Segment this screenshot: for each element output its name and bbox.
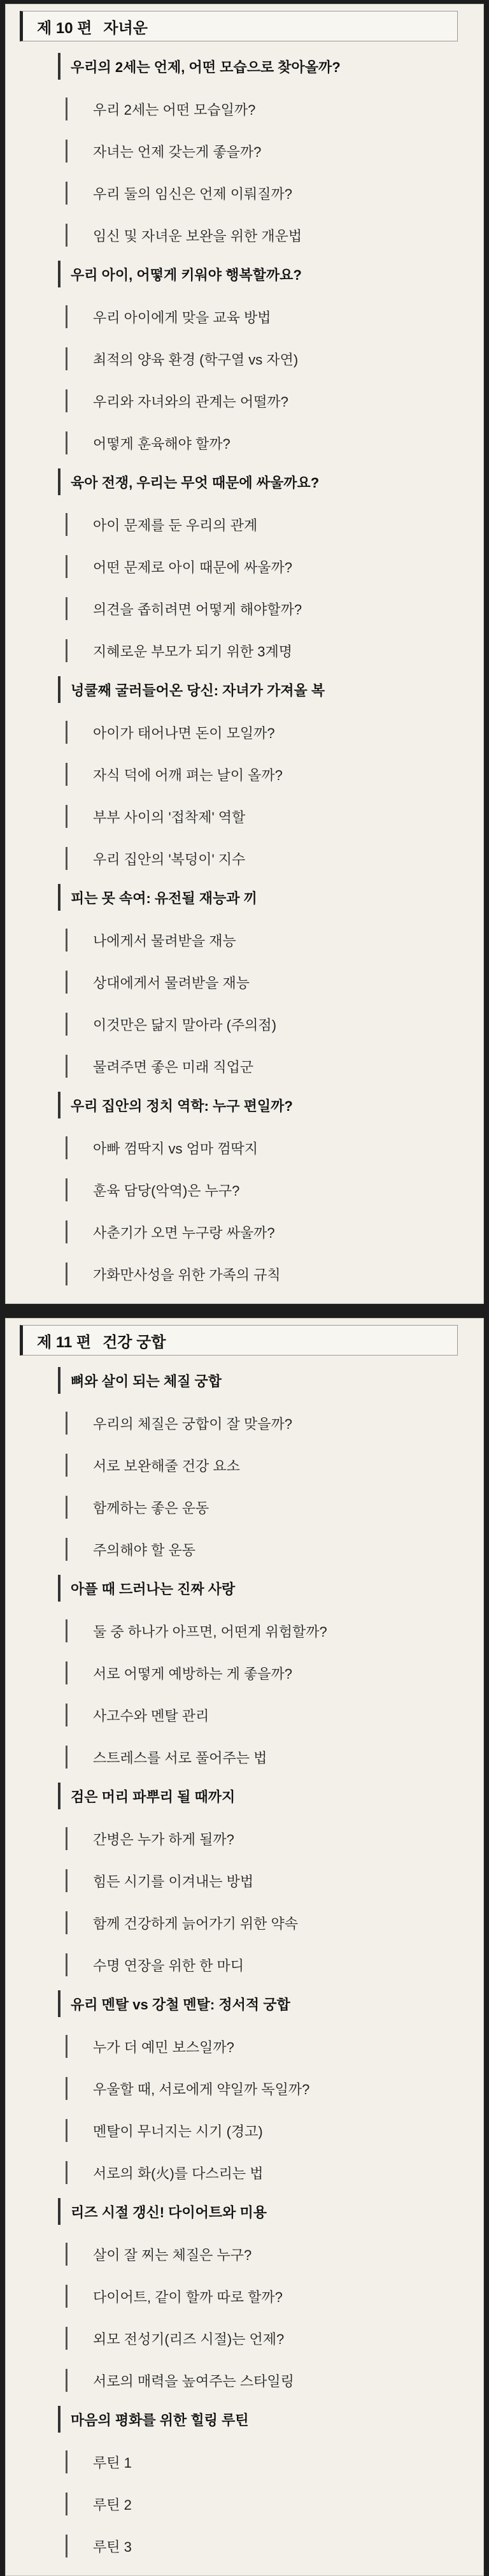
table-of-contents xyxy=(5,4,484,2576)
section xyxy=(58,1575,446,1770)
list-item-label: 누가 더 예민 보스일까? xyxy=(93,2039,234,2055)
list-item-label: 사춘기가 오면 누구랑 싸울까? xyxy=(93,1224,275,1241)
list-item[interactable] xyxy=(66,2241,446,2267)
item-bar xyxy=(66,2535,67,2558)
section-title[interactable]: 우리의 2세는 언제, 어떤 모습으로 찾아올까? xyxy=(58,53,446,80)
item-bar xyxy=(66,1911,67,1934)
list-item-label: 가화만사성을 위한 가족의 규칙 xyxy=(93,1266,281,1283)
item-bar xyxy=(66,1220,67,1243)
item-bar xyxy=(66,763,67,786)
list-item[interactable] xyxy=(66,720,446,745)
list-item-label: 멘탈이 무너지는 시기 (경고) xyxy=(93,2123,263,2139)
list-item[interactable] xyxy=(66,1053,446,1079)
list-item-label: 서로의 화(火)를 다스리는 법 xyxy=(93,2165,264,2182)
list-item[interactable] xyxy=(66,1177,446,1203)
list-item-label: 아이가 태어나면 돈이 모일까? xyxy=(93,725,275,741)
list-item[interactable] xyxy=(66,346,446,372)
item-bar xyxy=(66,1055,67,1078)
section-title[interactable]: 육아 전쟁, 우리는 무엇 때문에 싸울까요? xyxy=(58,468,446,495)
item-bar xyxy=(66,2450,67,2473)
item-bar xyxy=(66,555,67,578)
list-item[interactable] xyxy=(66,2160,446,2185)
item-bar xyxy=(66,971,67,994)
list-item[interactable] xyxy=(66,2326,446,2351)
list-item-label: 우리와 자녀와의 관계는 어떨까? xyxy=(93,393,288,410)
list-item[interactable] xyxy=(66,2449,446,2475)
item-bar xyxy=(66,2243,67,2266)
item-bar xyxy=(66,597,67,620)
list-item[interactable] xyxy=(66,304,446,329)
list-item[interactable] xyxy=(66,969,446,995)
list-item-label: 서로의 매력을 높여주는 스타일링 xyxy=(93,2373,294,2389)
item-bar xyxy=(66,721,67,744)
list-item-label: 우리 집안의 '복덩이' 지수 xyxy=(93,851,246,867)
list-item[interactable] xyxy=(66,1410,446,1436)
chapter xyxy=(5,4,484,1304)
list-item[interactable] xyxy=(66,96,446,122)
list-item[interactable] xyxy=(66,846,446,871)
section-title[interactable]: 검은 머리 파뿌리 될 때까지 xyxy=(58,1783,446,1809)
item-bar xyxy=(66,2493,67,2515)
item-bar xyxy=(66,1746,67,1769)
list-item-label: 어떻게 훈육해야 할까? xyxy=(93,435,230,452)
list-item[interactable] xyxy=(66,180,446,206)
item-bar xyxy=(66,1538,67,1561)
item-bar xyxy=(66,1454,67,1477)
list-item-label: 우리 둘의 임신은 언제 이뤄질까? xyxy=(93,185,292,202)
item-bar xyxy=(66,929,67,952)
list-item-label: 루틴 3 xyxy=(93,2538,132,2555)
list-item[interactable] xyxy=(66,804,446,829)
section xyxy=(58,261,446,456)
list-item-label: 다이어트, 같이 할까 따로 할까? xyxy=(93,2289,283,2305)
list-item-label: 간병은 누가 하게 될까? xyxy=(93,1831,234,1848)
item-bar xyxy=(66,1704,67,1726)
list-item[interactable] xyxy=(66,2533,446,2559)
section-title[interactable]: 피는 못 속여: 유전될 재능과 끼 xyxy=(58,884,446,911)
item-bar xyxy=(66,2077,67,2100)
item-bar xyxy=(66,805,67,828)
section xyxy=(58,2406,446,2559)
item-bar xyxy=(66,2285,67,2308)
item-bar xyxy=(66,140,67,163)
list-item-label: 우리의 체질은 궁합이 잘 맞을까? xyxy=(93,1415,292,1432)
list-item-label: 루틴 2 xyxy=(93,2496,132,2513)
section xyxy=(58,1092,446,1287)
item-bar xyxy=(66,431,67,454)
item-bar xyxy=(66,513,67,536)
list-item-label: 물려주면 좋은 미래 직업군 xyxy=(93,1059,254,1075)
item-bar xyxy=(66,1412,67,1435)
list-item[interactable] xyxy=(66,2118,446,2143)
list-item-label: 아빠 껌딱지 vs 엄마 껌딱지 xyxy=(93,1140,258,1157)
list-item[interactable] xyxy=(66,430,446,456)
item-bar xyxy=(66,1661,67,1684)
list-item-label: 자식 덕에 어깨 펴는 날이 올까? xyxy=(93,767,283,783)
section xyxy=(58,884,446,1079)
item-bar xyxy=(66,1496,67,1519)
list-item[interactable] xyxy=(66,1826,446,1851)
list-item-label: 서로 어떻게 예방하는 게 좋을까? xyxy=(93,1665,292,1682)
section-title[interactable]: 뼈와 살이 되는 체질 궁합 xyxy=(58,1367,446,1394)
list-item-label: 루틴 1 xyxy=(93,2454,132,2471)
list-item-label: 서로 보완해줄 건강 요소 xyxy=(93,1458,240,1474)
list-item-label: 외모 전성기(리즈 시절)는 언제? xyxy=(93,2331,285,2347)
list-item[interactable] xyxy=(66,2491,446,2517)
list-item[interactable] xyxy=(66,1011,446,1037)
list-item-label: 상대에게서 물려받을 재능 xyxy=(93,974,250,991)
item-bar xyxy=(66,389,67,412)
section xyxy=(58,468,446,663)
chapter-number: 제 11 편 xyxy=(37,1333,92,1351)
item-bar xyxy=(66,2035,67,2058)
list-item-label: 사고수와 멘탈 관리 xyxy=(93,1707,209,1724)
item-bar xyxy=(66,347,67,370)
section xyxy=(58,1783,446,1978)
list-item[interactable] xyxy=(66,1660,446,1686)
list-item[interactable] xyxy=(66,1618,446,1644)
list-item-label: 둘 중 하나가 아프면, 어떤게 위험할까? xyxy=(93,1623,327,1640)
list-item[interactable] xyxy=(66,1219,446,1245)
chapter xyxy=(5,1318,484,2576)
item-bar xyxy=(66,98,67,120)
list-item[interactable] xyxy=(66,927,446,953)
item-bar xyxy=(66,1136,67,1159)
section-title[interactable]: 유리 멘탈 vs 강철 멘탈: 정서적 궁합 xyxy=(58,1990,446,2017)
section-title[interactable]: 우리 집안의 정치 역학: 누구 편일까? xyxy=(58,1092,446,1118)
list-item-label: 우울할 때, 서로에게 약일까 독일까? xyxy=(93,2081,310,2097)
item-bar xyxy=(66,1619,67,1642)
section xyxy=(58,53,446,248)
list-item-label: 이것만은 닮지 말아라 (주의점) xyxy=(93,1017,277,1033)
item-bar xyxy=(66,2327,67,2350)
list-item-label: 나에게서 물려받을 재능 xyxy=(93,932,236,949)
chapter-title: 건강 궁합 xyxy=(103,1333,166,1351)
list-item-label: 우리 아이에게 맞을 교육 방법 xyxy=(93,309,271,326)
section-title[interactable]: 아플 때 드러나는 진짜 사랑 xyxy=(58,1575,446,1602)
item-bar xyxy=(66,2161,67,2184)
list-item[interactable] xyxy=(66,1952,446,1978)
list-item[interactable] xyxy=(66,2283,446,2309)
list-item[interactable] xyxy=(66,1702,446,1728)
item-bar xyxy=(66,224,67,247)
item-bar xyxy=(66,639,67,662)
list-item-label: 임신 및 자녀운 보완을 위한 개운법 xyxy=(93,228,302,244)
list-item[interactable] xyxy=(66,2368,446,2393)
section xyxy=(58,676,446,871)
list-item[interactable] xyxy=(66,596,446,621)
section xyxy=(58,1990,446,2185)
item-bar xyxy=(66,2119,67,2142)
list-item-label: 지혜로운 부모가 되기 위한 3계명 xyxy=(93,643,292,660)
list-item-label: 수명 연장을 위한 한 마디 xyxy=(93,1957,244,1974)
item-bar xyxy=(66,305,67,328)
list-item-label: 최적의 양육 환경 (학구열 vs 자연) xyxy=(93,351,299,368)
item-bar xyxy=(66,1869,67,1892)
list-item-label: 아이 문제를 둔 우리의 관계 xyxy=(93,517,258,533)
list-item[interactable] xyxy=(66,138,446,164)
list-item-label: 함께 건강하게 늙어가기 위한 약속 xyxy=(93,1915,298,1932)
chapter-heading xyxy=(20,1325,458,1356)
list-item[interactable] xyxy=(66,762,446,787)
list-item-label: 부부 사이의 '접착제' 역할 xyxy=(93,809,246,825)
section-title[interactable]: 넝쿨째 굴러들어온 당신: 자녀가 가져올 복 xyxy=(58,676,446,703)
chapter-number: 제 10 편 xyxy=(37,19,92,37)
item-bar xyxy=(66,1953,67,1976)
list-item[interactable] xyxy=(66,222,446,248)
list-item-label: 의견을 좁히려면 어떻게 해야할까? xyxy=(93,601,302,618)
chapter-title: 자녀운 xyxy=(103,19,148,37)
list-item-label: 스트레스를 서로 풀어주는 법 xyxy=(93,1749,267,1766)
list-item-label: 살이 잘 찌는 체질은 누구? xyxy=(93,2247,252,2263)
list-item-label: 주의해야 할 운동 xyxy=(93,1542,195,1558)
list-item[interactable] xyxy=(66,512,446,537)
list-item[interactable] xyxy=(66,1261,446,1287)
list-item-label: 함께하는 좋은 운동 xyxy=(93,1500,209,1516)
list-item[interactable] xyxy=(66,1744,446,1770)
item-bar xyxy=(66,2369,67,2392)
list-item-label: 어떤 문제로 아이 때문에 싸울까? xyxy=(93,559,292,575)
list-item[interactable] xyxy=(66,1537,446,1562)
list-item-label: 훈육 담당(악역)은 누구? xyxy=(93,1182,240,1199)
list-item-label: 우리 2세는 어떤 모습일까? xyxy=(93,101,256,118)
list-item[interactable] xyxy=(66,1494,446,1520)
item-bar xyxy=(66,847,67,870)
section-title[interactable]: 리즈 시절 갱신! 다이어트와 미용 xyxy=(58,2198,446,2225)
item-bar xyxy=(66,1013,67,1036)
list-item[interactable] xyxy=(66,1135,446,1161)
section xyxy=(58,1367,446,1562)
list-item[interactable] xyxy=(66,388,446,414)
item-bar xyxy=(66,1827,67,1850)
list-item[interactable] xyxy=(66,1452,446,1478)
section-title[interactable]: 우리 아이, 어떻게 키워야 행복할까요? xyxy=(58,261,446,287)
list-item[interactable] xyxy=(66,2076,446,2101)
list-item[interactable] xyxy=(66,1910,446,1936)
list-item[interactable] xyxy=(66,554,446,579)
item-bar xyxy=(66,1263,67,1285)
section xyxy=(58,2198,446,2393)
item-bar xyxy=(66,182,67,205)
item-bar xyxy=(66,1178,67,1201)
list-item-label: 힘든 시기를 이겨내는 방법 xyxy=(93,1873,254,1890)
list-item[interactable] xyxy=(66,638,446,663)
chapter-heading xyxy=(20,11,458,41)
list-item[interactable] xyxy=(66,1868,446,1893)
list-item[interactable] xyxy=(66,2034,446,2059)
list-item-label: 자녀는 언제 갖는게 좋을까? xyxy=(93,143,262,160)
section-title[interactable]: 마음의 평화를 위한 힐링 루틴 xyxy=(58,2406,446,2433)
